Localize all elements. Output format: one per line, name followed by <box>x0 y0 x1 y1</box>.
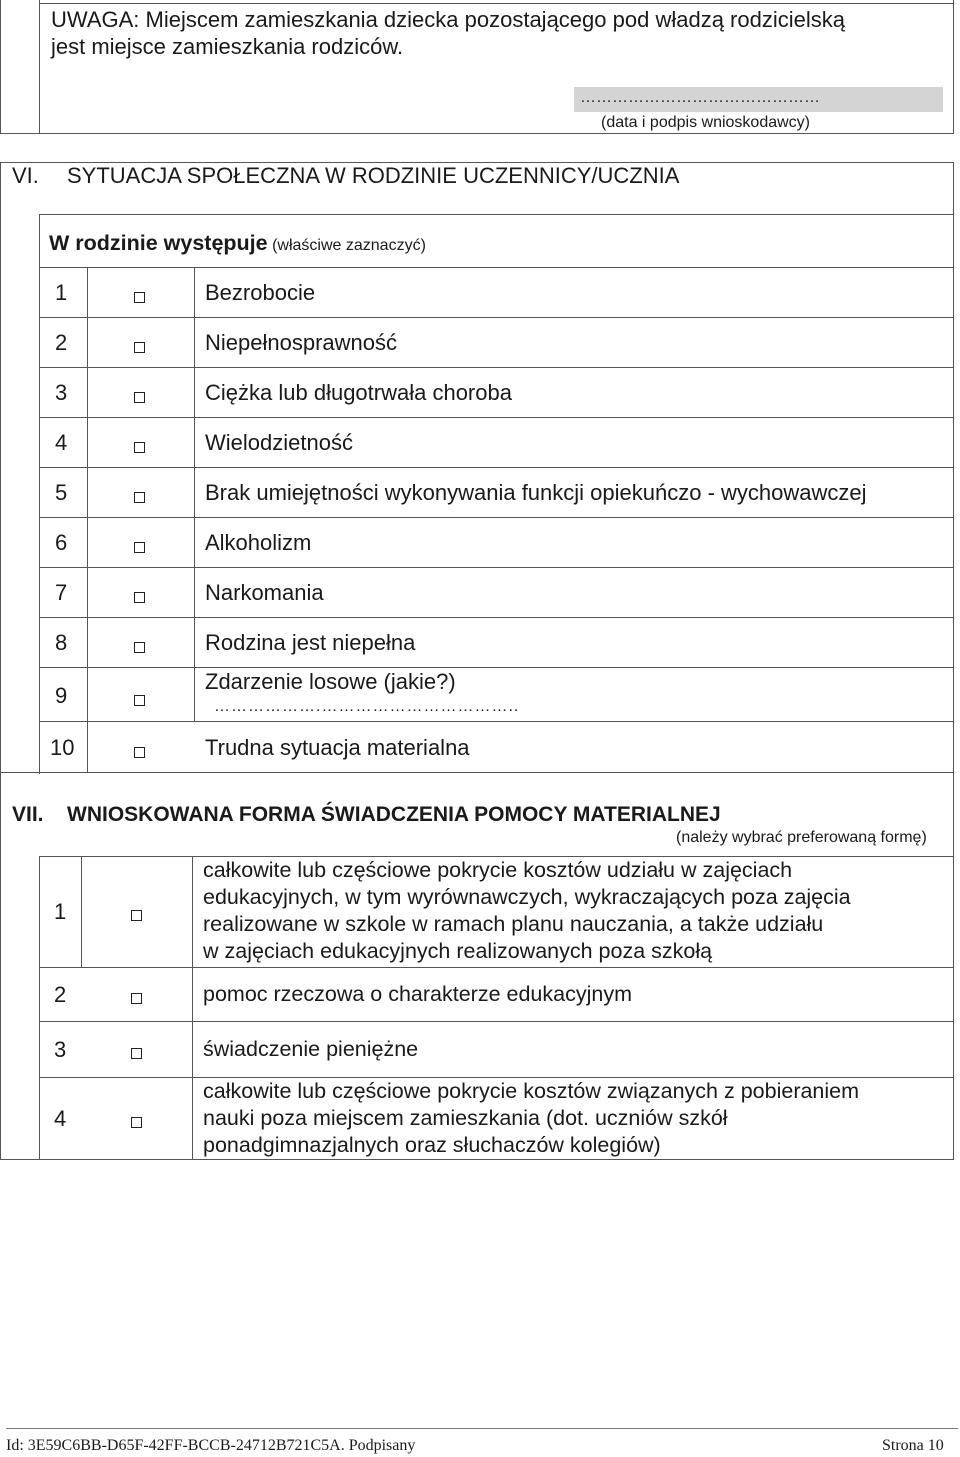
item-text-line: ponadgimnazjalnych oraz słuchaczów kolegiów) <box>203 1133 661 1157</box>
item-number: 7 <box>55 580 68 605</box>
item-number: 1 <box>55 280 68 305</box>
item-number: 9 <box>55 683 68 708</box>
checkbox-away-study-costs[interactable] <box>131 1117 142 1128</box>
item-label: Brak umiejętności wykonywania funkcji opiekuńczo - wychowawczej <box>205 480 867 505</box>
checkbox-drug-addiction[interactable] <box>134 592 145 603</box>
checkbox-large-family[interactable] <box>134 442 145 453</box>
item-number: 1 <box>54 899 67 924</box>
item-number: 2 <box>54 982 67 1007</box>
page-number: Strona 10 <box>882 1437 944 1454</box>
item-text-line: realizowane w szkole w ramach planu nauczania, a także udziału <box>203 912 824 936</box>
residence-note-line1: UWAGA: Miejscem zamieszkania dziecka pozostającego pod władzą rodzicielską <box>51 7 845 32</box>
checkbox-random-event[interactable] <box>134 695 145 706</box>
residence-note-line2: jest miejsce zamieszkania rodziców. <box>51 34 404 59</box>
item-number: 4 <box>55 430 68 455</box>
family-subheader-note: (właściwe zaznaczyć) <box>272 237 426 254</box>
random-event-input[interactable]: ……………….…………………………….. <box>214 698 520 715</box>
item-text-line: pomoc rzeczowa o charakterze edukacyjnym <box>203 982 632 1006</box>
checkbox-educational-costs[interactable] <box>131 910 142 921</box>
family-subheader <box>49 230 426 259</box>
section-vii-number: VII. <box>12 803 44 826</box>
family-subheader-label: W rodzinie występuje <box>49 231 268 255</box>
item-label: Trudna sytuacja materialna <box>205 735 470 760</box>
item-number: 5 <box>55 480 68 505</box>
item-label: Alkoholizm <box>205 530 312 555</box>
item-label: Rodzina jest niepełna <box>205 630 416 655</box>
item-text-line: całkowite lub częściowe pokrycie kosztów udziału w zajęciach <box>203 858 793 882</box>
item-text-line: całkowite lub częściowe pokrycie kosztów związanych z pobieraniem <box>203 1079 860 1103</box>
checkbox-illness[interactable] <box>134 392 145 403</box>
item-label: Zdarzenie losowe (jakie?) <box>205 669 456 694</box>
checkbox-financial-hardship[interactable] <box>134 747 145 758</box>
item-label: Narkomania <box>205 580 324 605</box>
item-label: Niepełnosprawność <box>205 330 397 355</box>
item-label: Wielodzietność <box>205 430 353 455</box>
checkbox-parenting-skills[interactable] <box>134 492 145 503</box>
signature-field[interactable] <box>574 87 943 112</box>
item-number: 3 <box>54 1037 67 1062</box>
item-text-line: w zajęciach edukacyjnych realizowanych poza szkołą <box>203 939 713 963</box>
item-number: 10 <box>50 735 75 760</box>
item-number: 2 <box>55 330 68 355</box>
item-number: 6 <box>55 530 68 555</box>
section-vii-note: (należy wybrać preferowaną formę) <box>676 829 927 846</box>
checkbox-cash-benefit[interactable] <box>131 1048 142 1059</box>
item-number: 8 <box>55 630 68 655</box>
section-vi-title: SYTUACJA SPOŁECZNA W RODZINIE UCZENNICY/UCZNIA <box>67 163 680 188</box>
checkbox-material-aid[interactable] <box>131 993 142 1004</box>
document-id: Id: 3E59C6BB-D65F-42FF-BCCB-24712B721C5A. Podpisany <box>6 1437 416 1454</box>
checkbox-unemployment[interactable] <box>134 292 145 303</box>
item-number: 3 <box>55 380 68 405</box>
signature-caption: (data i podpis wnioskodawcy) <box>601 114 810 131</box>
item-text-line: świadczenie pieniężne <box>203 1037 419 1061</box>
item-label: Bezrobocie <box>205 280 316 305</box>
item-number: 4 <box>54 1106 67 1131</box>
signature-dots: ……………………………………… <box>580 89 820 106</box>
section-vii-title: WNIOSKOWANA FORMA ŚWIADCZENIA POMOCY MATERIALNEJ <box>67 803 721 826</box>
item-label: Ciężka lub długotrwała choroba <box>205 380 512 405</box>
item-text-line: nauki poza miejscem zamieszkania (dot. uczniów szkół <box>203 1106 728 1130</box>
section-vi-number: VI. <box>12 163 39 188</box>
item-text-line: edukacyjnych, w tym wyrównawczych, wykraczających poza zajęcia <box>203 885 851 909</box>
checkbox-disability[interactable] <box>134 342 145 353</box>
checkbox-incomplete-family[interactable] <box>134 642 145 653</box>
checkbox-alcoholism[interactable] <box>134 542 145 553</box>
